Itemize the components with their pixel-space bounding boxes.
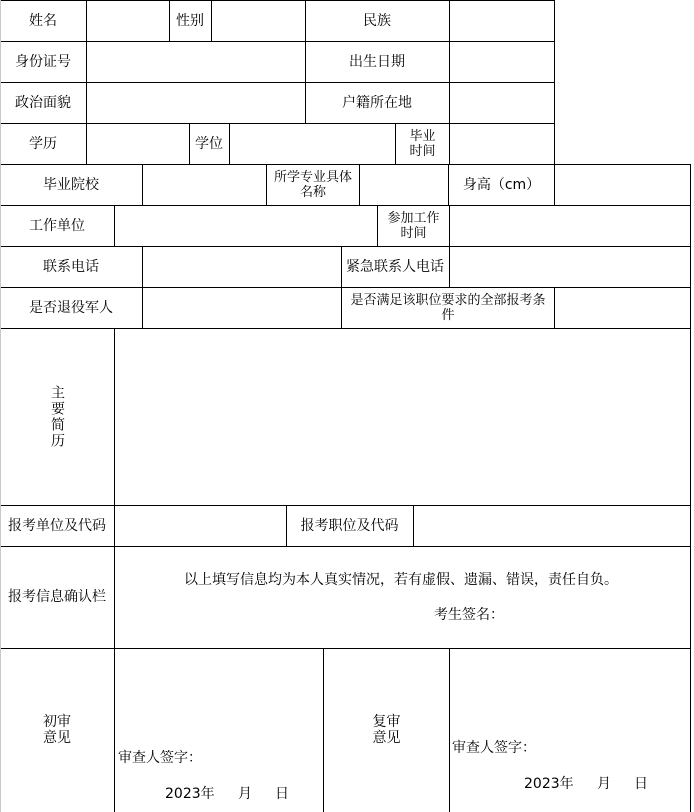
initial-review-day: 日 (275, 786, 289, 802)
work-start-field[interactable] (450, 206, 690, 246)
name-field[interactable] (87, 1, 169, 41)
initial-reviewer-signature-label: 审查人签字： (118, 750, 202, 766)
household-registration-label: 户籍所在地 (342, 94, 412, 111)
height-field[interactable] (555, 165, 690, 205)
second-review-label-cell (324, 648, 449, 812)
candidate-signature-label: 考生签名： (434, 607, 504, 623)
major-label: 所学专业具体名称 (273, 169, 352, 200)
birth-date-field[interactable] (450, 42, 554, 82)
employer-label: 工作单位 (29, 217, 85, 234)
resume-label-cell (0, 328, 114, 505)
photo-area (555, 0, 694, 164)
major-field[interactable] (360, 165, 448, 205)
id-number-field[interactable] (87, 42, 305, 82)
work-start-label: 参加工作时间 (387, 210, 440, 241)
household-registration-field[interactable] (450, 83, 554, 123)
veteran-label: 是否退役军人 (29, 299, 113, 316)
application-unit-field[interactable] (115, 506, 286, 546)
resume-field[interactable] (115, 329, 690, 505)
veteran-field[interactable] (143, 288, 341, 328)
meets-requirements-label: 是否满足该职位要求的全部报考条件 (350, 292, 546, 323)
school-field[interactable] (143, 165, 266, 205)
height-label: 身高（cm） (462, 176, 541, 193)
second-review-month: 月 (597, 776, 611, 792)
phone-label: 联系电话 (43, 258, 99, 275)
graduation-time-field[interactable] (450, 124, 554, 164)
initial-review-year: 2023年 (165, 786, 215, 802)
confirmation-statement: 以上填写信息均为本人真实情况，若有虚假、遗漏、错误，责任自负。 (184, 572, 618, 588)
ethnicity-label: 民族 (363, 12, 391, 29)
initial-review-label: 初审意见 (43, 714, 71, 746)
school-label: 毕业院校 (43, 176, 99, 193)
initial-review-label-cell (0, 648, 114, 812)
degree-field[interactable] (230, 124, 395, 164)
confirmation-label: 报考信息确认栏 (8, 589, 106, 605)
birth-date-label: 出生日期 (349, 53, 405, 70)
degree-label: 学位 (195, 135, 223, 152)
gender-label: 性别 (176, 12, 204, 29)
second-review-day: 日 (634, 776, 648, 792)
phone-field[interactable] (143, 247, 341, 287)
gender-field[interactable] (212, 1, 305, 41)
second-review-label: 复审意见 (372, 714, 401, 746)
employer-field[interactable] (115, 206, 377, 246)
initial-review-month: 月 (238, 786, 252, 802)
resume-label: 主要简历 (49, 384, 65, 449)
political-status-label: 政治面貌 (15, 94, 71, 111)
second-reviewer-signature-label: 审查人签字： (452, 740, 536, 756)
right-border (690, 164, 691, 812)
education-field[interactable] (87, 124, 189, 164)
education-label: 学历 (29, 135, 57, 152)
ethnicity-field[interactable] (450, 1, 554, 41)
graduation-time-label: 毕业时间 (409, 128, 436, 159)
political-status-field[interactable] (87, 83, 305, 123)
application-unit-label: 报考单位及代码 (8, 517, 106, 534)
second-review-year: 2023年 (524, 776, 574, 792)
meets-requirements-field[interactable] (555, 288, 690, 328)
name-label: 姓名 (29, 12, 57, 29)
application-position-label: 报考职位及代码 (300, 517, 399, 534)
col-line (449, 648, 450, 812)
id-number-label: 身份证号 (15, 53, 71, 70)
emergency-phone-field[interactable] (450, 247, 690, 287)
application-position-field[interactable] (414, 506, 690, 546)
emergency-phone-label: 紧急联系人电话 (346, 258, 444, 275)
